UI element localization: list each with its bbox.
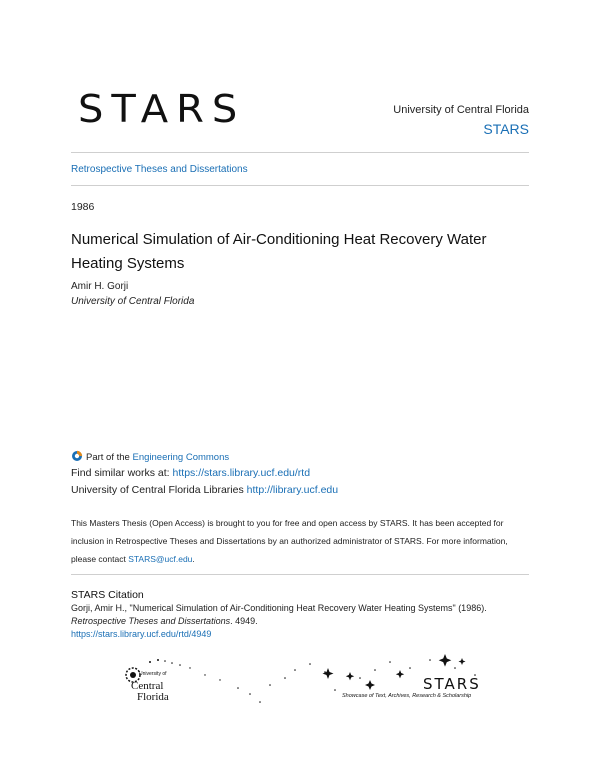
citation-journal: Retrospective Theses and Dissertations [71,616,231,626]
engineering-commons-link[interactable]: Engineering Commons [132,452,230,463]
ucf-logo-small: University of [139,671,167,677]
citation-url-link[interactable]: https://stars.library.ucf.edu/rtd/4949 [71,629,212,639]
libraries-label: University of Central Florida Libraries [71,484,247,496]
citation-divider [71,574,529,575]
collection-link[interactable]: Retrospective Theses and Dissertations [71,164,248,175]
libraries-link[interactable]: http://library.ucf.edu [246,484,339,496]
ucf-logo-central: Central [131,680,164,692]
citation-source [71,616,258,626]
header-divider [71,152,529,153]
part-of-line [71,450,229,465]
ucf-logo-florida: Florida [137,691,169,703]
contact-email-link[interactable]: STARS@ucf.edu [128,554,193,564]
repository-link[interactable]: STARS [483,121,529,137]
publication-year: 1986 [71,201,95,213]
libraries-line [71,484,338,496]
similar-works-line [71,467,310,479]
notice-contact-suffix: . [192,554,195,564]
access-notice [71,514,531,568]
part-of-prefix: Part of the [86,452,133,463]
citation-number: . 4949. [230,616,258,626]
notice-line-2: inclusion in Retrospective Theses and Dissertations by an authorized administrator of STARS. For more information, [71,536,508,546]
stars-logo: STARS [78,88,246,132]
notice-contact-prefix: please contact [71,554,129,564]
commons-icon [71,450,83,465]
footer-tagline: Showcase of Text, Archives, Research & Scholarship [342,693,472,699]
collection-divider [71,185,529,186]
notice-line-3 [71,550,531,568]
notice-line-1: This Masters Thesis (Open Access) is brought to you for free and open access by STARS. It has been accepted for [71,518,504,528]
similar-works-label: Find similar works at: [71,467,173,479]
author-name[interactable]: Amir H. Gorji [71,281,129,292]
author-affiliation: University of Central Florida [71,296,195,307]
document-title[interactable]: Numerical Simulation of Air-Conditioning Heat Recovery Water Heating Systems [71,231,487,272]
citation-heading: STARS Citation [71,589,144,601]
institution-name[interactable]: University of Central Florida [393,104,529,116]
citation-text: Gorji, Amir H., "Numerical Simulation of Air-Conditioning Heat Recovery Water Heating Systems" (1986). [71,603,487,613]
footer-stars-logo: STARS [423,675,481,693]
similar-works-link[interactable]: https://stars.library.ucf.edu/rtd [172,467,311,479]
